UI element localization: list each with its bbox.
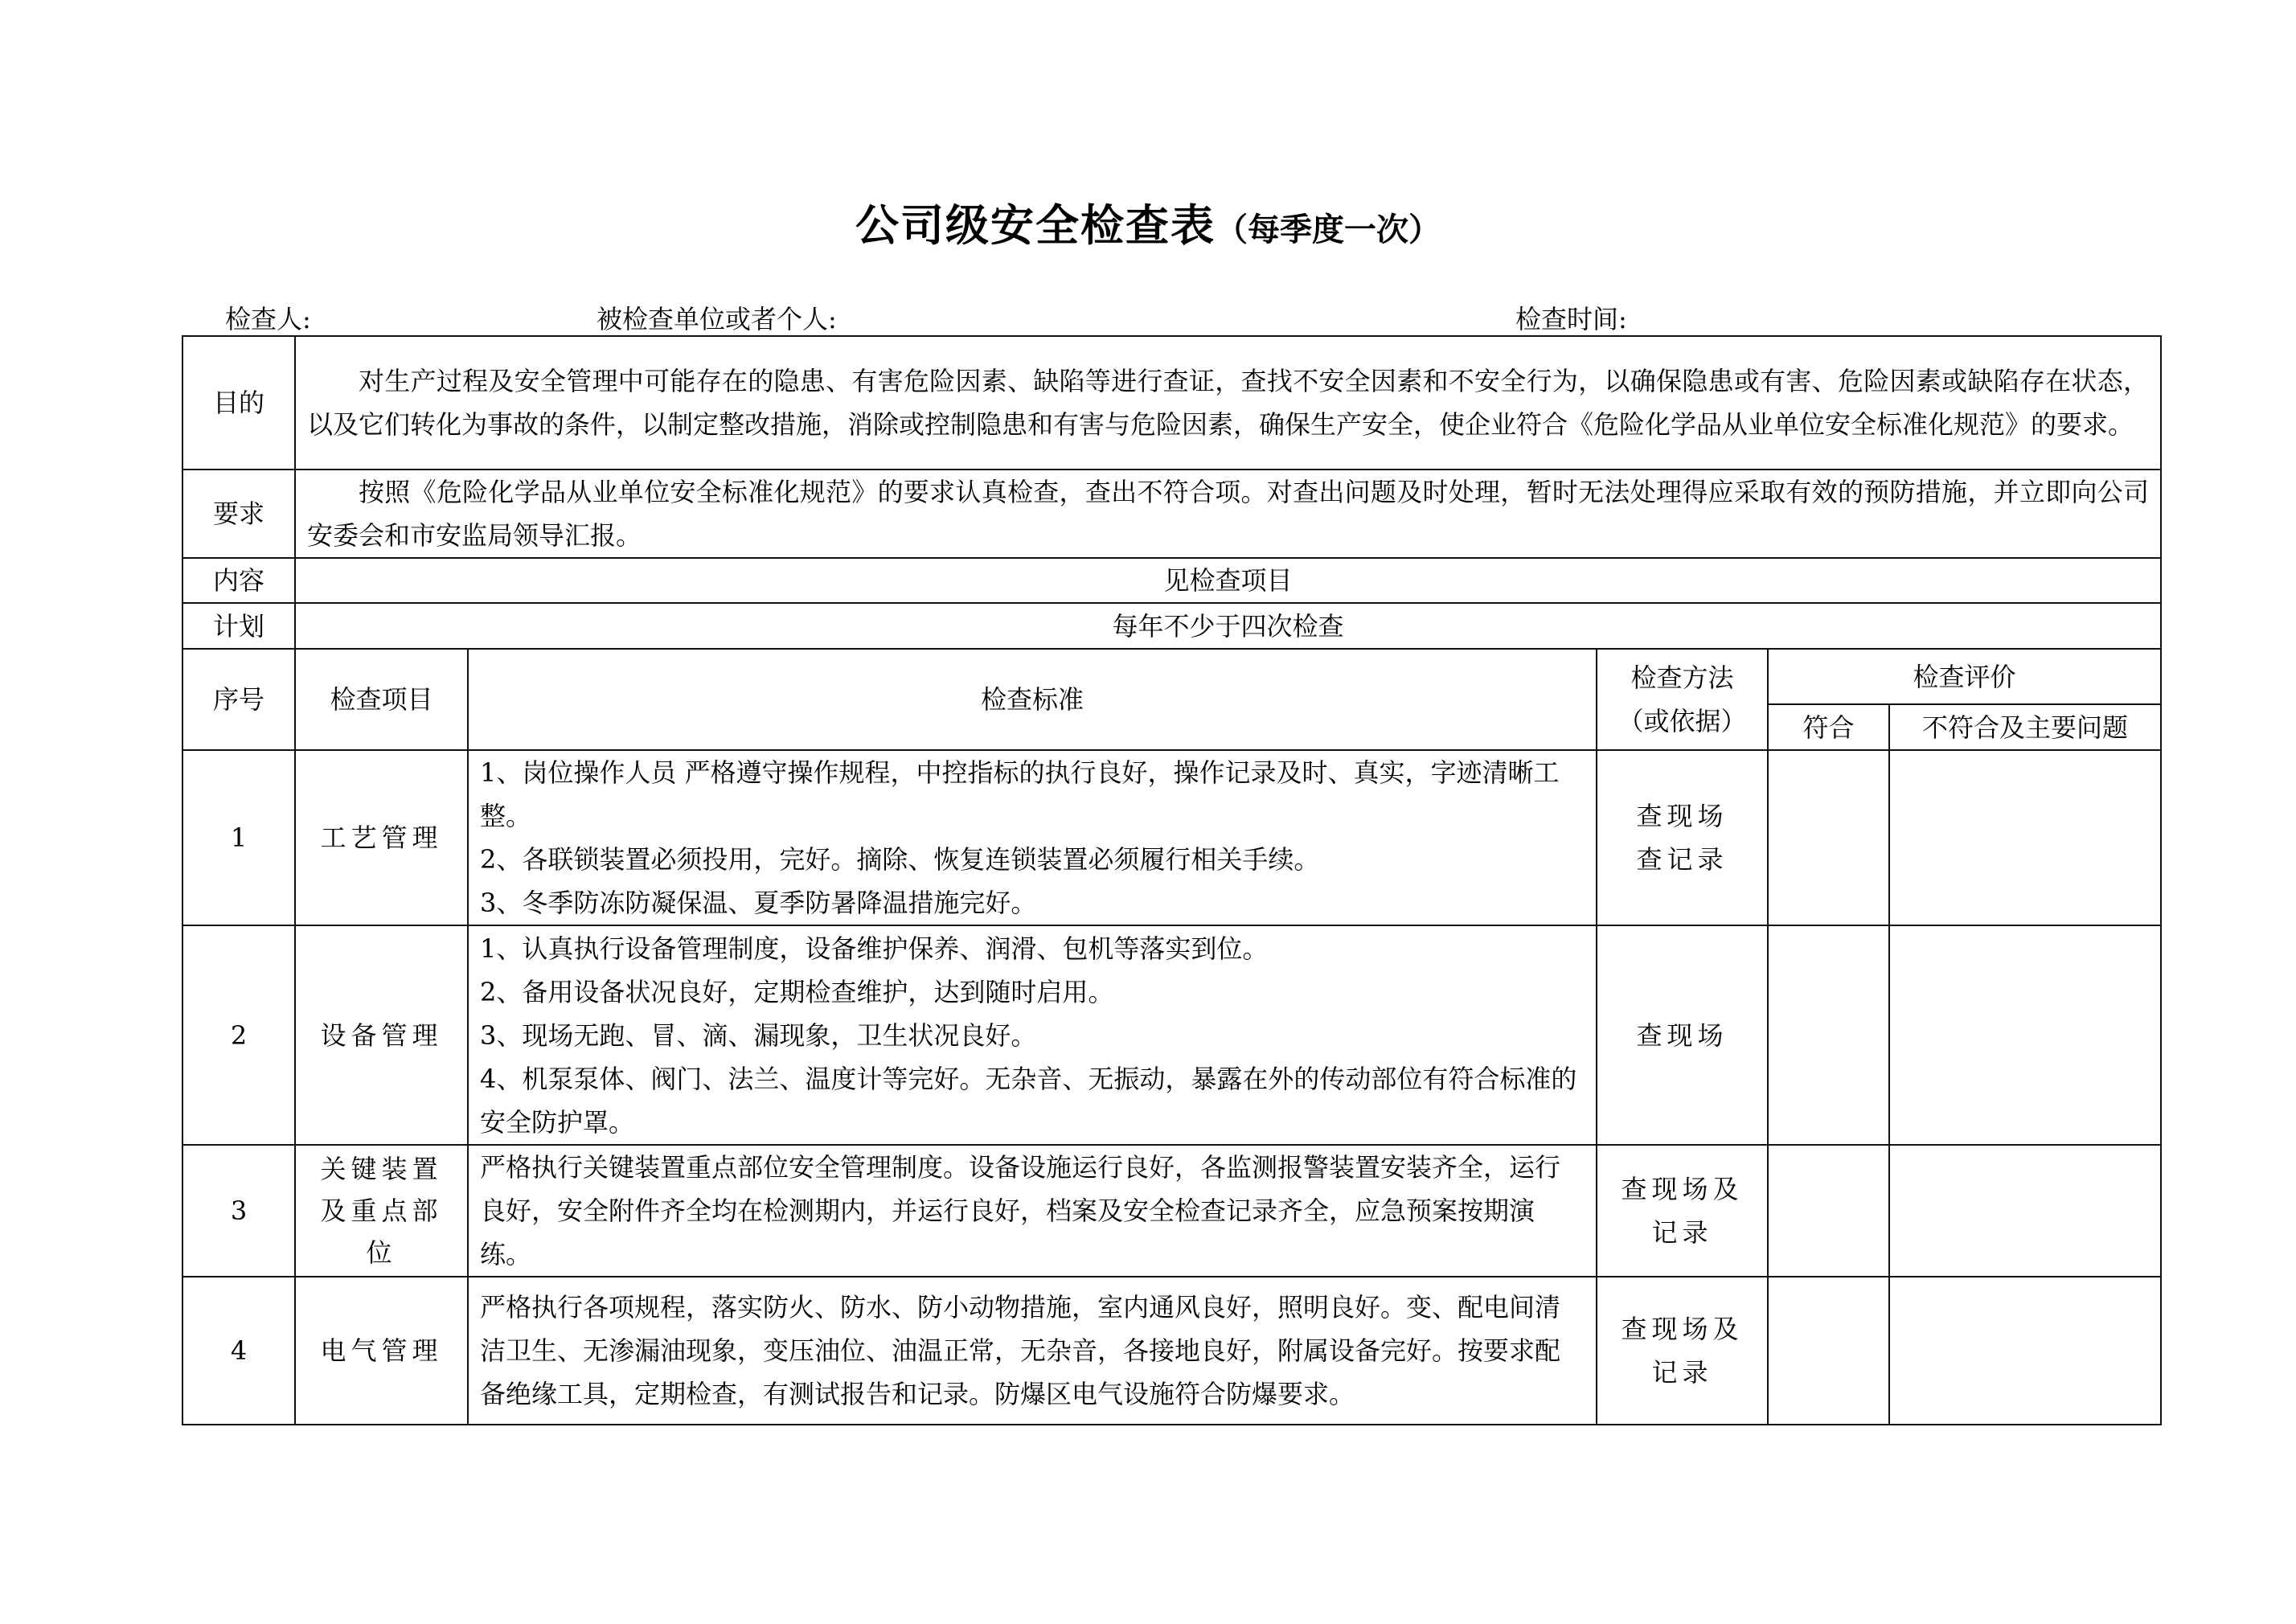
title-frequency: （每季度一次） (1216, 211, 1441, 248)
row-conform-cell[interactable] (1768, 1145, 1889, 1277)
header-method-line1: 检查方法 (1630, 662, 1734, 693)
row-standard (468, 925, 1597, 1145)
header-conform: 符合 (1768, 704, 1889, 750)
row-nonconform-cell[interactable] (1889, 750, 2161, 925)
row-method (1597, 750, 1768, 925)
document-title (0, 191, 2296, 253)
row-standard (468, 1145, 1597, 1277)
requirement-text: 按照《危险化学品从业单位安全标准化规范》的要求认真检查，查出不符合项。对查出问题及时处理，暂时无法处理得应采取有效的预防措施，并立即向公司安委会和市安监局领导汇报。 (295, 470, 2161, 558)
row-nonconform-cell[interactable] (1889, 1145, 2161, 1277)
standard-line: 严格执行各项规程，落实防火、防水、防小动物措施，室内通风良好，照明良好。变、配电间清洁卫生、无渗漏油现象，变压油位、油温正常，无杂音，各接地良好，附属设备完好。按要求配备绝缘工具，定期检查，有测试报告和记录。防爆区电气设施符合防爆要求。 (480, 1292, 1561, 1409)
row-standard (468, 1277, 1597, 1425)
row-item (295, 1145, 468, 1277)
content-text: 见检查项目 (295, 558, 2161, 603)
plan-text: 每年不少于四次检查 (295, 603, 2161, 649)
row-item: 设备管理 (295, 925, 468, 1145)
standard-line: 1、岗位操作人员 严格遵守操作规程，中控指标的执行良好，操作记录及时、真实，字迹清晰工整。 (480, 757, 1560, 831)
method-line: 查现场及 (1621, 1174, 1744, 1204)
row-method (1597, 1277, 1768, 1425)
purpose-label: 目的 (182, 336, 295, 470)
row-nonconform-cell[interactable] (1889, 925, 2161, 1145)
title-main: 公司级安全检查表 (855, 200, 1216, 251)
method-line: 记录 (1651, 1217, 1713, 1248)
row-standard (468, 750, 1597, 925)
method-line: 查记录 (1636, 844, 1728, 875)
standard-line: 2、各联锁装置必须投用，完好。摘除、恢复连锁装置必须履行相关手续。 (480, 844, 1320, 875)
standard-line: 3、冬季防冻防凝保温、夏季防暑降温措施完好。 (480, 888, 1037, 918)
table-row (182, 1145, 2161, 1277)
content-label: 内容 (182, 558, 295, 603)
table-row (182, 750, 2161, 925)
method-line: 查现场及 (1621, 1314, 1744, 1344)
row-conform-cell[interactable] (1768, 925, 1889, 1145)
content-row (182, 558, 2161, 603)
method-line: 查现场 (1636, 801, 1728, 831)
row-no: 2 (182, 925, 295, 1145)
purpose-text: 对生产过程及安全管理中可能存在的隐患、有害危险因素、缺陷等进行查证，查找不安全因素和不安全行为，以确保隐患或有害、危险因素或缺陷存在状态，以及它们转化为事故的条件，以制定整改措施，消除或控制隐患和有害与危险因素，确保生产安全，使企业符合《危险化学品从业单位安全标准化规范》的要求。 (295, 336, 2161, 470)
requirement-label: 要求 (182, 470, 295, 558)
requirement-row (182, 470, 2161, 558)
plan-label: 计划 (182, 603, 295, 649)
inspection-table (182, 335, 2162, 1425)
item-line: 及重点部 (320, 1195, 443, 1226)
header-method (1597, 649, 1768, 750)
standard-line: 3、现场无跑、冒、滴、漏现象，卫生状况良好。 (480, 1019, 1037, 1051)
standard-line: 4、机泵泵体、阀门、法兰、温度计等完好。无杂音、无振动，暴露在外的传动部位有符合标准的安全防护罩。 (480, 1063, 1577, 1138)
row-no: 3 (182, 1145, 295, 1277)
method-line: 记录 (1651, 1357, 1713, 1388)
header-item: 检查项目 (295, 649, 468, 750)
item-line: 位 (366, 1237, 397, 1268)
item-line: 关键装置 (320, 1154, 443, 1184)
header-standard: 检查标准 (468, 649, 1597, 750)
standard-line: 2、备用设备状况良好，定期检查维护，达到随时启用。 (480, 976, 1114, 1007)
inspector-label: 检查人: (225, 304, 311, 334)
method-line: 查现场 (1636, 1019, 1728, 1051)
row-method (1597, 925, 1768, 1145)
header-no: 序号 (182, 649, 295, 750)
row-item: 工艺管理 (295, 750, 468, 925)
row-no: 1 (182, 750, 295, 925)
row-no: 4 (182, 1277, 295, 1425)
header-row (182, 649, 2161, 704)
inspected-unit-label: 被检查单位或者个人: (597, 304, 837, 334)
standard-line: 1、认真执行设备管理制度，设备维护保养、润滑、包机等落实到位。 (480, 933, 1269, 964)
plan-row (182, 603, 2161, 649)
inspection-time-label: 检查时间: (1515, 304, 1627, 334)
standard-line: 严格执行关键装置重点部位安全管理制度。设备设施运行良好，各监测报警装置安装齐全，运行良好，安全附件齐全均在检测期内，并运行良好，档案及安全检查记录齐全，应急预案按期演练。 (480, 1152, 1561, 1269)
header-evaluation: 检查评价 (1768, 649, 2161, 704)
header-method-line2: （或依据） (1617, 706, 1747, 736)
row-conform-cell[interactable] (1768, 750, 1889, 925)
row-item: 电气管理 (295, 1277, 468, 1425)
row-method (1597, 1145, 1768, 1277)
purpose-row (182, 336, 2161, 470)
row-nonconform-cell[interactable] (1889, 1277, 2161, 1425)
header-nonconform: 不符合及主要问题 (1889, 704, 2161, 750)
row-conform-cell[interactable] (1768, 1277, 1889, 1425)
table-row (182, 925, 2161, 1145)
table-row (182, 1277, 2161, 1425)
